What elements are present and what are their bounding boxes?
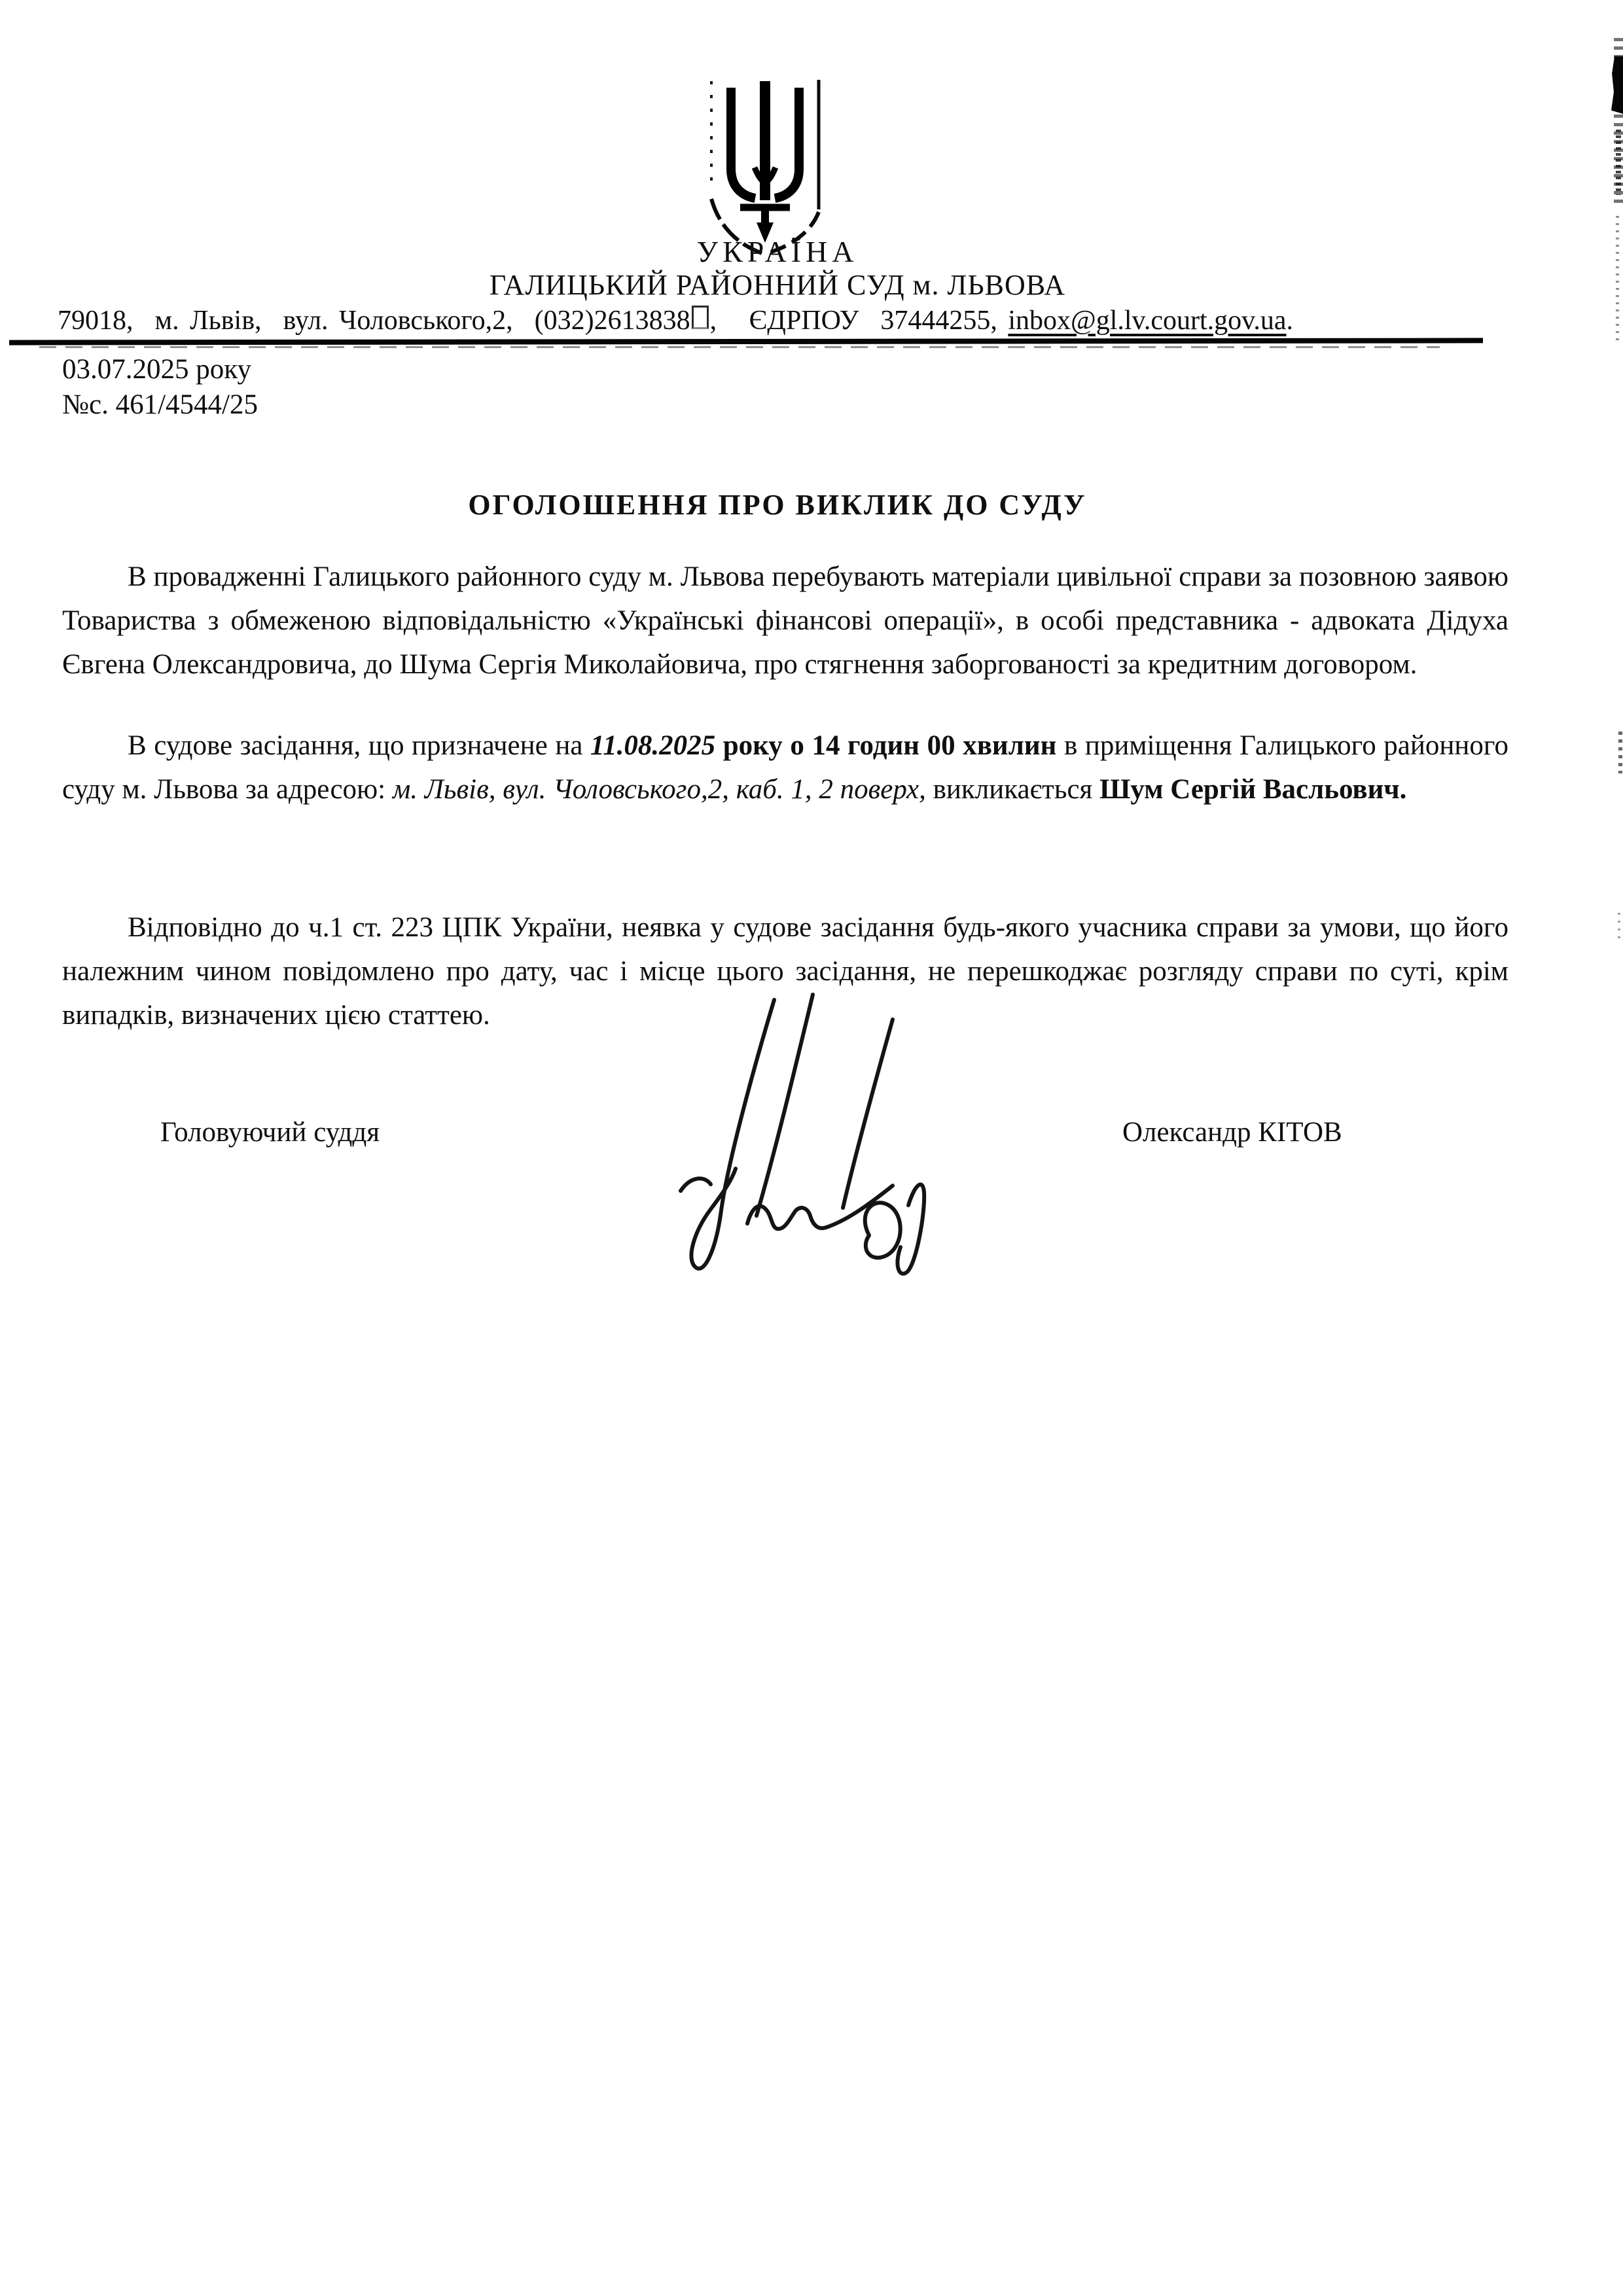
judge-name: Олександр КІТОВ bbox=[1122, 1117, 1342, 1148]
scanner-edge-noise-icon bbox=[1618, 732, 1622, 773]
header-divider-scan-echo bbox=[39, 346, 1440, 348]
scan-artifact-box-icon bbox=[692, 306, 709, 329]
summoned-person-name: Шум Сергій Васльович. bbox=[1099, 774, 1407, 805]
court-address-post: . bbox=[1286, 306, 1294, 336]
court-address-mid: , ЄДРПОУ 37444255, bbox=[709, 306, 1008, 336]
handwritten-signature-icon bbox=[582, 980, 962, 1288]
court-address-pre: 79018, м. Львів, вул. Чоловського,2, (032)2613838 bbox=[58, 306, 690, 336]
scanner-edge-noise-icon bbox=[1616, 216, 1619, 340]
paragraph-summons bbox=[62, 724, 1508, 811]
document-title: ОГОЛОШЕННЯ ПРО ВИКЛИК ДО СУДУ bbox=[468, 489, 1087, 521]
court-name: ГАЛИЦЬКИЙ РАЙОННИЙ СУД м. ЛЬВОВА bbox=[489, 269, 1066, 301]
hearing-address: м. Львів, вул. Чоловського,2, каб. 1, 2 поверх, bbox=[392, 774, 926, 805]
document-date: 03.07.2025 року bbox=[62, 354, 252, 385]
hearing-time: року о 14 годин 00 хвилин bbox=[715, 730, 1057, 761]
case-number: №с. 461/4544/25 bbox=[62, 389, 259, 420]
scanner-edge-noise-icon bbox=[1618, 913, 1620, 939]
header-divider bbox=[9, 338, 1483, 345]
hearing-date: 11.08.2025 bbox=[590, 730, 716, 761]
scanner-edge-noise-icon bbox=[1616, 130, 1621, 195]
summons-text: В судове засідання, що призначене на bbox=[128, 730, 590, 761]
country-title: УКРАЇНА bbox=[696, 235, 859, 268]
court-email: inbox@gl.lv.court.gov.ua bbox=[1008, 306, 1287, 336]
court-address-line bbox=[58, 305, 1563, 336]
paragraph-legal-notice: Відповідно до ч.1 ст. 223 ЦПК України, неявка у судове засідання будь-якого учасника справи за умови, що його належним чином повідомлено про дату, час і місце цього засідання, не перешкоджає розгляду справи по суті, крім випадків, визначених цією статтею. bbox=[62, 912, 1508, 1031]
paragraph-case-description: В провадженні Галицького районного суду м. Львова перебувають матеріали цивільної справи за позовною заявою Товариства з обмеженою відповідальністю «Українські фінансові операції», в особі представника - адвоката Дідуха Євгена Олександровича, до Шума Сергія Миколайовича, про стягнення заборгованості за кредитним договором. bbox=[62, 561, 1508, 680]
scanner-edge-noise-icon bbox=[1611, 56, 1623, 114]
judge-role-label: Головуючий суддя bbox=[160, 1117, 380, 1148]
summons-text-3: викликається bbox=[925, 774, 1100, 805]
summons-text-2: в приміщення Галицького районного суду м. Львова за адресою: bbox=[62, 730, 1508, 805]
